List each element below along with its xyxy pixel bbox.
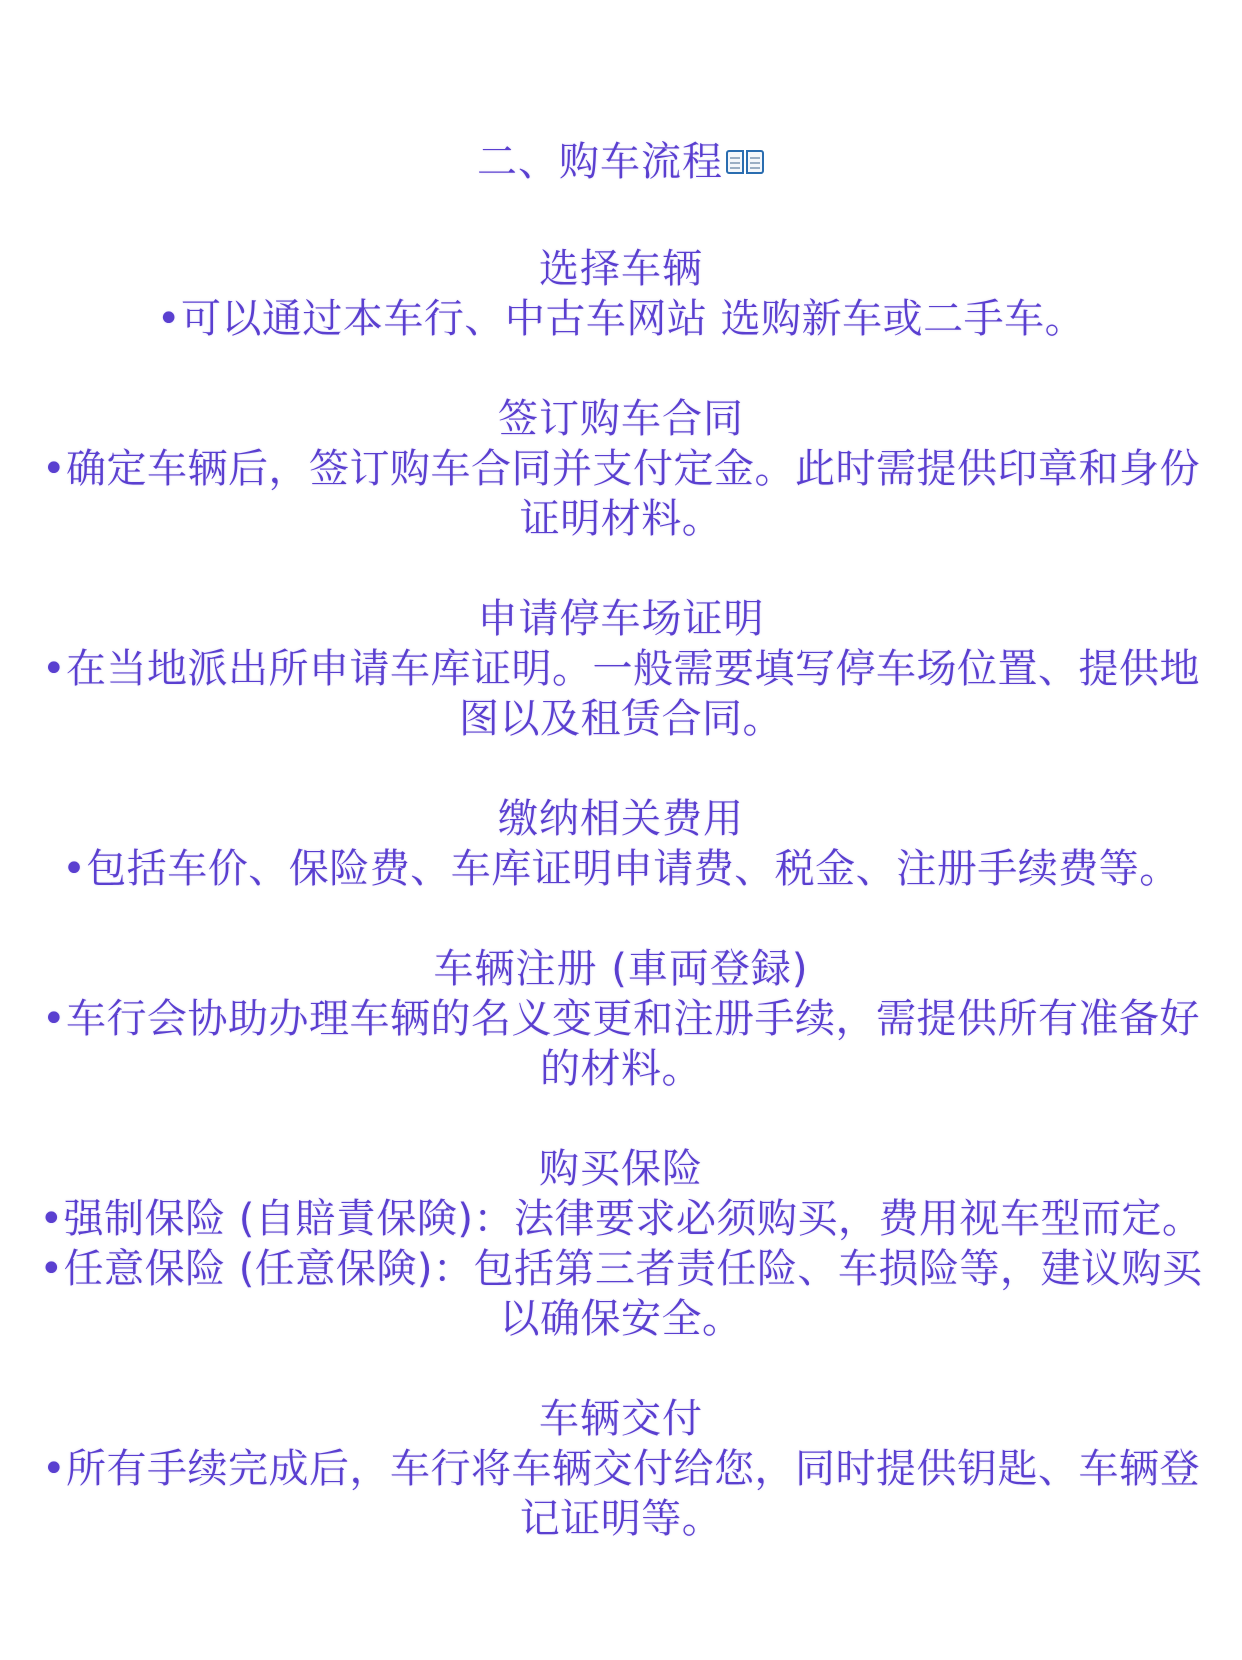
section-text: 以确保安全。 xyxy=(499,1296,743,1342)
section-text: •强制保险 (自賠責保険)：法律要求必须购买，费用视车型而定。 xyxy=(39,1196,1203,1242)
section-text: •任意保险 (任意保険)：包括第三者责任险、车损险等，建议购买 xyxy=(39,1246,1203,1292)
section-pay-fees xyxy=(0,794,1242,894)
section-heading: 选择车辆 xyxy=(539,246,703,292)
section-text: 记证明等。 xyxy=(519,1496,723,1542)
section-heading: 申请停车场证明 xyxy=(477,596,765,642)
page-title xyxy=(0,136,1242,188)
title-text: 二、购车流程 xyxy=(477,139,723,185)
section-text: •可以通过本车行、中古车网站 选购新车或二手车。 xyxy=(156,296,1086,342)
document xyxy=(0,136,1242,1594)
section-text: •包括车价、保险费、车库证明申请费、税金、注册手续费等。 xyxy=(62,846,1180,892)
section-heading: 缴纳相关费用 xyxy=(498,796,744,842)
section-text: •车行会协助办理车辆的名义变更和注册手续，需提供所有准备好 xyxy=(41,996,1201,1042)
section-text: •在当地派出所申请车库证明。一般需要填写停车场位置、提供地 xyxy=(41,646,1201,692)
section-text: 图以及租赁合同。 xyxy=(459,696,783,742)
section-text: 证明材料。 xyxy=(519,496,723,542)
section-heading: 车辆交付 xyxy=(539,1396,703,1442)
section-heading: 车辆注册 (車両登録) xyxy=(433,946,809,992)
section-buy-insurance xyxy=(0,1144,1242,1344)
section-text: •确定车辆后，签订购车合同并支付定金。此时需提供印章和身份 xyxy=(41,446,1201,492)
section-select-vehicle xyxy=(0,244,1242,344)
section-text: 的材料。 xyxy=(540,1046,702,1092)
open-book-icon xyxy=(725,148,765,178)
section-vehicle-delivery xyxy=(0,1394,1242,1544)
section-text: •所有手续完成后，车行将车辆交付给您，同时提供钥匙、车辆登 xyxy=(41,1446,1201,1492)
section-sign-contract xyxy=(0,394,1242,544)
section-heading: 签订购车合同 xyxy=(498,396,744,442)
section-parking-certificate xyxy=(0,594,1242,744)
section-vehicle-registration xyxy=(0,944,1242,1094)
section-heading: 购买保险 xyxy=(539,1146,703,1192)
